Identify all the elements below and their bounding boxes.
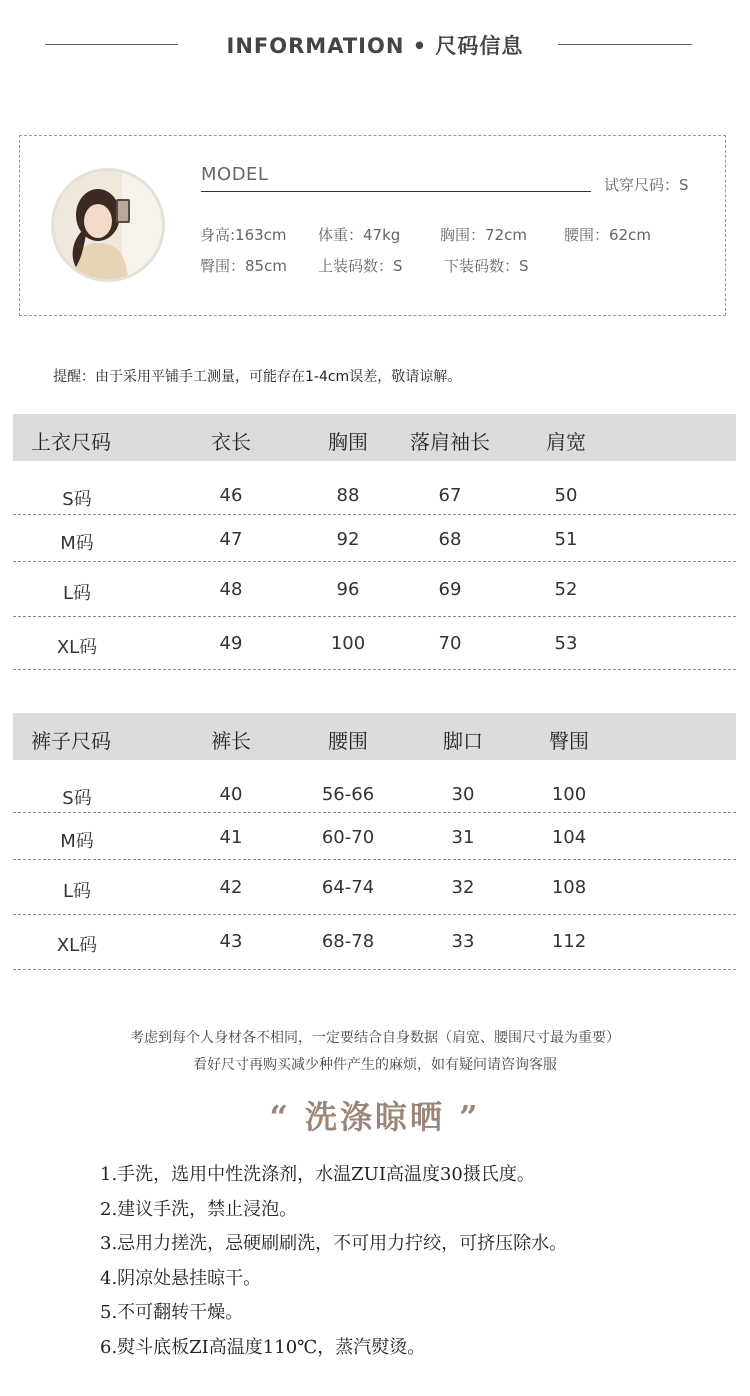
table-cell: 88 xyxy=(336,485,360,506)
list-item: 1.手洗，选用中性洗涤剂，水温ZUI高温度30摄氏度。 xyxy=(100,1164,535,1185)
header-cell: 肩宽 xyxy=(546,430,586,454)
washing-instructions xyxy=(100,1160,567,1367)
table-row xyxy=(13,461,736,515)
table-cell: 56-66 xyxy=(321,784,375,805)
table-cell: 67 xyxy=(438,485,462,506)
model-photo xyxy=(54,171,162,279)
table-cell: 64-74 xyxy=(321,877,375,898)
table-cell: 43 xyxy=(219,931,243,952)
trial-size: 试穿尺码：S xyxy=(604,176,689,194)
size-cell: L码 xyxy=(62,583,92,604)
table-cell: 108 xyxy=(551,877,587,898)
table-cell: 31 xyxy=(451,827,475,848)
table-row xyxy=(13,813,736,860)
table-cell: 60-70 xyxy=(321,827,375,848)
model-height: 身高:163cm xyxy=(200,226,287,244)
table-cell: 41 xyxy=(219,827,243,848)
header-cell: 裤长 xyxy=(211,729,251,753)
table-cell: 112 xyxy=(551,931,587,952)
model-hip: 臀围：85cm xyxy=(200,257,287,275)
list-item: 3.忌用力搓洗，忌硬刷刷洗，不可用力拧绞，可挤压除水。 xyxy=(100,1233,568,1254)
model-avatar xyxy=(51,168,165,282)
table-cell: 42 xyxy=(219,877,243,898)
table-cell: 30 xyxy=(451,784,475,805)
list-item: 5.不可翻转干燥。 xyxy=(100,1302,244,1323)
page-title: INFORMATION • 尺码信息 xyxy=(226,34,524,58)
table-row xyxy=(13,860,736,915)
size-cell: S码 xyxy=(62,489,92,510)
measurement-reminder: 提醒：由于采用平铺手工测量，可能存在1-4cm误差，敬请谅解。 xyxy=(53,369,462,385)
table-cell: 48 xyxy=(219,579,243,600)
table-cell: 53 xyxy=(554,633,578,654)
top-table-header xyxy=(13,414,736,461)
table-cell: 40 xyxy=(219,784,243,805)
header-cell: 胸围 xyxy=(328,430,368,454)
table-cell: 50 xyxy=(554,485,578,506)
model-weight: 体重：47kg xyxy=(318,226,401,244)
size-cell: M码 xyxy=(60,533,94,554)
table-cell: 32 xyxy=(451,877,475,898)
header-cell: 臀围 xyxy=(549,729,589,753)
header-cell: 衣长 xyxy=(211,430,251,454)
table-cell: 92 xyxy=(336,529,360,550)
size-cell: L码 xyxy=(62,881,92,902)
table-cell: 52 xyxy=(554,579,578,600)
washing-title: “ 洗涤晾晒 ” xyxy=(269,1098,481,1136)
pants-table-header xyxy=(13,713,736,760)
table-cell: 33 xyxy=(451,931,475,952)
table-cell: 46 xyxy=(219,485,243,506)
table-row xyxy=(13,515,736,562)
header-cell: 腰围 xyxy=(328,729,368,753)
size-cell: S码 xyxy=(62,788,92,809)
table-row xyxy=(13,915,736,970)
model-top-size: 上装码数：S xyxy=(318,257,403,275)
list-item: 6.熨斗底板ZI高温度110℃，蒸汽熨烫。 xyxy=(100,1336,426,1358)
list-item: 4.阴凉处悬挂晾干。 xyxy=(100,1267,262,1289)
header-cell: 裤子尺码 xyxy=(31,729,111,753)
table-cell: 51 xyxy=(554,529,578,550)
table-cell: 100 xyxy=(551,784,587,805)
top-size-table xyxy=(13,414,736,670)
table-cell: 100 xyxy=(330,633,366,654)
table-cell: 49 xyxy=(219,633,243,654)
size-cell: M码 xyxy=(60,831,94,852)
list-item: 2.建议手洗，禁止浸泡。 xyxy=(100,1198,298,1220)
table-cell: 96 xyxy=(336,579,360,600)
table-cell: 104 xyxy=(551,827,587,848)
header-line-right xyxy=(558,44,692,45)
model-waist: 腰围：62cm xyxy=(564,226,651,244)
header-cell: 脚口 xyxy=(443,729,483,753)
model-bust: 胸围：72cm xyxy=(440,226,527,244)
table-row xyxy=(13,760,736,813)
table-cell: 68-78 xyxy=(321,931,375,952)
table-row xyxy=(13,617,736,670)
size-advice-line-2: 看好尺寸再购买减少种件产生的麻烦，如有疑问请咨询客服 xyxy=(193,1057,557,1073)
table-cell: 70 xyxy=(438,633,462,654)
size-cell: XL码 xyxy=(56,935,98,956)
size-cell: XL码 xyxy=(56,637,98,658)
table-row xyxy=(13,562,736,617)
header-cell: 落肩袖长 xyxy=(410,430,490,454)
table-cell: 69 xyxy=(438,579,462,600)
model-stats-row-2 xyxy=(200,255,529,276)
size-advice-line-1: 考虑到每个人身材各不相同，一定要结合自身数据（肩宽、腰围尺寸最为重要） xyxy=(130,1030,620,1046)
model-info-box xyxy=(19,135,726,316)
model-label: MODEL xyxy=(201,164,269,185)
table-cell: 68 xyxy=(438,529,462,550)
pants-size-table xyxy=(13,713,736,970)
model-underline xyxy=(201,191,591,192)
header-cell: 上衣尺码 xyxy=(31,430,111,454)
table-cell: 47 xyxy=(219,529,243,550)
model-stats-row-1 xyxy=(200,224,651,245)
model-bottom-size: 下装码数：S xyxy=(444,257,529,275)
